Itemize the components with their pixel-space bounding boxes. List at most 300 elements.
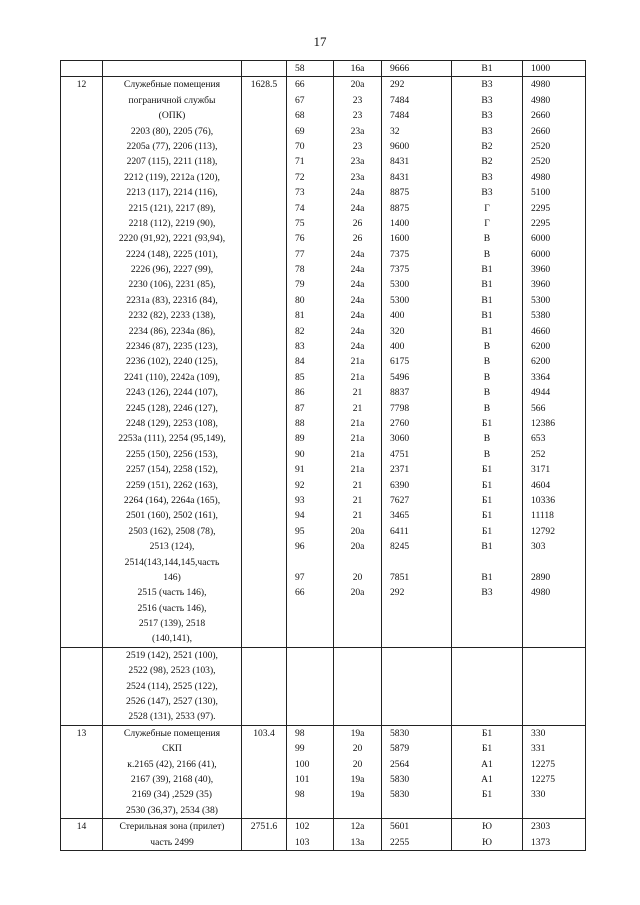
cell-text: 5496 xyxy=(390,371,410,383)
cell-text: 331 xyxy=(531,743,546,755)
cell-text: 4660 xyxy=(531,325,551,337)
cell-text: 1628.5 xyxy=(250,79,278,91)
cell-text: 24а xyxy=(350,202,365,214)
cell-text: 2205а (77), 2206 (113), xyxy=(126,140,218,152)
cell-text: 8837 xyxy=(390,387,410,399)
cell-text: B3 xyxy=(481,79,493,91)
cell-text: 3960 xyxy=(531,264,551,276)
cell-text: 7484 xyxy=(390,94,410,106)
cell-text: 97 xyxy=(295,571,305,583)
cell-text: 86 xyxy=(295,387,305,399)
cell-text: 76 xyxy=(295,233,305,245)
cell-text: 13 xyxy=(76,727,87,739)
cell-text: 2515 (часть 146), xyxy=(137,587,207,599)
column-e-cell xyxy=(452,819,523,851)
column-f-cell xyxy=(523,61,586,77)
cell-text: 3060 xyxy=(390,433,410,445)
cell-text: 4980 xyxy=(531,171,551,183)
cell-text: 2524 (114), 2525 (122), xyxy=(126,680,218,692)
cell-text: 58 xyxy=(295,63,305,74)
cell-text: 95 xyxy=(295,525,305,537)
cell-text: 2212 (119), 2212а (120), xyxy=(124,171,220,183)
cell-text: Б1 xyxy=(481,494,493,506)
point-number-cell xyxy=(287,61,334,77)
cell-text: 5300 xyxy=(531,294,551,306)
cell-text: 19а xyxy=(350,727,365,739)
cell-text: 12а xyxy=(350,821,365,833)
cell-text: 21 xyxy=(352,494,363,506)
cell-text: 5830 xyxy=(390,727,410,739)
cell-text: 67 xyxy=(295,94,305,106)
cell-text: 98 xyxy=(295,789,305,801)
area-cell xyxy=(242,647,287,725)
cell-text: 85 xyxy=(295,371,305,383)
cell-text: СКП xyxy=(162,743,182,755)
cell-text: 24а xyxy=(350,341,365,353)
cell-text: 5601 xyxy=(390,821,410,833)
cell-text: 2230 (106), 2231 (85), xyxy=(128,279,216,291)
cell-text: B xyxy=(483,248,491,260)
cell-text: 5300 xyxy=(390,294,410,306)
cell-text: 3171 xyxy=(531,464,551,476)
cell-text: (140,141), xyxy=(152,633,192,645)
cell-text: 2207 (115), 2211 (118), xyxy=(126,156,218,168)
cell-text: 2520 xyxy=(531,140,551,152)
row-number-cell xyxy=(61,77,103,647)
area-cell xyxy=(242,819,287,851)
cell-text: 2234 (86), 2234а (86), xyxy=(128,325,216,337)
cell-text: 79 xyxy=(295,279,305,291)
cell-text: 7375 xyxy=(390,248,410,260)
table-row-continuation xyxy=(61,61,586,77)
cell-text: 2660 xyxy=(531,125,551,137)
area-cell xyxy=(242,77,287,647)
cell-text: 6175 xyxy=(390,356,410,368)
cell-text: 12275 xyxy=(531,773,555,785)
cell-text: 12792 xyxy=(531,525,555,537)
cell-text: 7627 xyxy=(390,494,410,506)
cell-text: 20а xyxy=(350,79,365,91)
cell-text: 2519 (142), 2521 (100), xyxy=(126,649,218,661)
cell-text: 653 xyxy=(531,433,546,445)
cell-text: Г xyxy=(484,217,490,229)
cell-text: 14 xyxy=(76,821,87,833)
cell-text: B3 xyxy=(481,187,493,199)
cell-text: B1 xyxy=(481,541,493,553)
cell-text: B1 xyxy=(481,63,493,74)
cell-text: пограничной службы xyxy=(128,94,216,106)
point-number-cell xyxy=(287,647,334,725)
cell-text: 81 xyxy=(295,310,305,322)
section-row-14 xyxy=(61,819,586,851)
cell-text: 13а xyxy=(350,836,365,848)
cell-text: 74 xyxy=(295,202,305,214)
cell-text: 24а xyxy=(350,294,365,306)
cell-text: 4751 xyxy=(390,448,410,460)
cell-text: Ю xyxy=(482,836,492,848)
cell-text: 23а xyxy=(350,125,365,137)
cell-text: 2257 (154), 2258 (152), xyxy=(126,464,218,476)
cell-text: Б1 xyxy=(481,789,493,801)
cell-text: 102 xyxy=(295,821,310,833)
cell-text: 8245 xyxy=(390,541,410,553)
description-cell xyxy=(103,61,242,77)
cell-text: 320 xyxy=(390,325,405,337)
cell-text: 2259 (151), 2262 (163), xyxy=(126,479,218,491)
cell-text: 146) xyxy=(163,571,181,583)
cell-text: 3960 xyxy=(531,279,551,291)
cell-text: 88 xyxy=(295,417,305,429)
cell-text: 2213 (117), 2214 (116), xyxy=(126,187,218,199)
cell-text: 1600 xyxy=(390,233,410,245)
cell-text: 7375 xyxy=(390,264,410,276)
cell-text: B xyxy=(483,387,491,399)
cell-text: 5830 xyxy=(390,773,410,785)
cell-text: 2501 (160), 2502 (161), xyxy=(126,510,218,522)
cell-text: 2751.6 xyxy=(250,821,278,833)
cell-text: 330 xyxy=(531,727,546,739)
column-e-cell xyxy=(452,647,523,725)
cell-text: 400 xyxy=(390,310,405,322)
cell-text: B xyxy=(483,433,491,445)
cell-text: 2295 xyxy=(531,217,551,229)
cell-text: 400 xyxy=(390,341,405,353)
cell-text: 22346 (87), 2235 (123), xyxy=(126,341,218,353)
cell-text: 21а xyxy=(350,371,365,383)
cell-text: 20 xyxy=(352,758,363,770)
cell-text: 21а xyxy=(350,433,365,445)
cell-text: 6390 xyxy=(390,479,410,491)
section-row-13 xyxy=(61,725,586,818)
spacer xyxy=(452,555,522,570)
cell-text: 21а xyxy=(350,356,365,368)
cell-text: 2255 (150), 2256 (153), xyxy=(126,448,218,460)
cell-text: 2517 (139), 2518 xyxy=(138,618,206,630)
cell-text: 2503 (162), 2508 (78), xyxy=(128,525,216,537)
cell-text: Б1 xyxy=(481,743,493,755)
cell-text: B2 xyxy=(481,156,493,168)
cell-text: 98 xyxy=(295,727,305,739)
cell-text: B3 xyxy=(481,587,493,599)
column-f-cell xyxy=(523,725,586,818)
cell-text: к.2165 (42), 2166 (41), xyxy=(127,758,217,770)
row-number-cell xyxy=(61,647,103,725)
description-cell xyxy=(103,77,242,647)
cell-text: 4944 xyxy=(531,387,551,399)
cell-text: 2224 (148), 2225 (101), xyxy=(126,248,218,260)
cell-text: 2513 (124), xyxy=(149,541,195,553)
cell-text: 2514(143,144,145,часть xyxy=(124,556,220,568)
cell-text: 2218 (112), 2219 (90), xyxy=(128,217,216,229)
cell-text: 24а xyxy=(350,248,365,260)
cell-text: 32 xyxy=(390,125,400,137)
cell-text: B1 xyxy=(481,325,493,337)
description-cell xyxy=(103,819,242,851)
column-e-cell xyxy=(452,77,523,647)
cell-text: 2520 xyxy=(531,156,551,168)
cell-text: 3465 xyxy=(390,510,410,522)
cell-text: 4604 xyxy=(531,479,551,491)
cell-text: 2226 (96), 2227 (99), xyxy=(130,264,214,276)
cell-text: 72 xyxy=(295,171,305,183)
column-f-cell xyxy=(523,819,586,851)
cell-text: 66 xyxy=(295,587,305,599)
column-d-cell xyxy=(382,77,452,647)
cell-text: 20 xyxy=(352,743,363,755)
cell-text: 5300 xyxy=(390,279,410,291)
cell-text: 2526 (147), 2527 (130), xyxy=(126,696,218,708)
cell-text: B1 xyxy=(481,294,493,306)
cell-text: 71 xyxy=(295,156,305,168)
cell-text: 8431 xyxy=(390,156,410,168)
cell-text: B xyxy=(483,448,491,460)
cell-text: 77 xyxy=(295,248,305,260)
cell-text: 2255 xyxy=(390,836,410,848)
cell-text: 8431 xyxy=(390,171,410,183)
cell-text: 24а xyxy=(350,310,365,322)
cell-text: B3 xyxy=(481,94,493,106)
cell-text: 84 xyxy=(295,356,305,368)
cell-text: 2245 (128), 2246 (127), xyxy=(126,402,218,414)
cell-text: 90 xyxy=(295,448,305,460)
cell-text: 6000 xyxy=(531,233,551,245)
cell-text: 2295 xyxy=(531,202,551,214)
cell-text: 80 xyxy=(295,294,305,306)
cell-text: 6200 xyxy=(531,341,551,353)
cell-text: 19а xyxy=(350,789,365,801)
column-c-cell xyxy=(334,647,382,725)
cell-text: 2371 xyxy=(390,464,410,476)
description-cell xyxy=(103,725,242,818)
cell-text: 66 xyxy=(295,79,305,91)
row-number-cell xyxy=(61,819,103,851)
cell-text: 24а xyxy=(350,264,365,276)
cell-text: B3 xyxy=(481,171,493,183)
cell-text: Б1 xyxy=(481,417,493,429)
cell-text: 2530 (36,37), 2534 (38) xyxy=(126,804,218,816)
cell-text: 2248 (129), 2253 (108), xyxy=(126,417,218,429)
cell-text: 96 xyxy=(295,541,305,553)
cell-text: B1 xyxy=(481,264,493,276)
cell-text: 92 xyxy=(295,479,305,491)
cell-text: 91 xyxy=(295,464,305,476)
cell-text: 5380 xyxy=(531,310,551,322)
cell-text: 2243 (126), 2244 (107), xyxy=(126,387,218,399)
cell-text: 103 xyxy=(295,836,310,848)
cell-text: 5879 xyxy=(390,743,410,755)
column-d-cell xyxy=(382,725,452,818)
point-number-cell xyxy=(287,77,334,647)
cell-text: 23а xyxy=(350,156,365,168)
cell-text: 4980 xyxy=(531,79,551,91)
cell-text: 93 xyxy=(295,494,305,506)
cell-text: 2564 xyxy=(390,758,410,770)
cell-text: 21а xyxy=(350,464,365,476)
column-f-cell xyxy=(523,647,586,725)
cell-text: 2215 (121), 2217 (89), xyxy=(128,202,216,214)
cell-text: 69 xyxy=(295,125,305,137)
cell-text: 4980 xyxy=(531,587,551,599)
cell-text: 26 xyxy=(352,233,363,245)
cell-text: 83 xyxy=(295,341,305,353)
cell-text: 6000 xyxy=(531,248,551,260)
cell-text: 23 xyxy=(352,94,363,106)
cell-text: 12275 xyxy=(531,758,555,770)
cell-text: B xyxy=(483,341,491,353)
column-c-cell xyxy=(334,61,382,77)
cell-text: 19а xyxy=(350,773,365,785)
cell-text: 330 xyxy=(531,789,546,801)
cell-text: 2760 xyxy=(390,417,410,429)
cell-text: 23а xyxy=(350,171,365,183)
cell-text: 2522 (98), 2523 (103), xyxy=(128,665,216,677)
cell-text: B xyxy=(483,233,491,245)
cell-text: 6200 xyxy=(531,356,551,368)
area-cell xyxy=(242,725,287,818)
cell-text: 24а xyxy=(350,279,365,291)
spacer xyxy=(287,555,333,570)
cell-text: 21 xyxy=(352,402,363,414)
cell-text: 73 xyxy=(295,187,305,199)
cell-text: B xyxy=(483,371,491,383)
cell-text: 2236 (102), 2240 (125), xyxy=(126,356,218,368)
cell-text: A1 xyxy=(481,773,493,785)
row-number-cell xyxy=(61,61,103,77)
point-number-cell xyxy=(287,725,334,818)
cell-text: B1 xyxy=(481,310,493,322)
area-cell xyxy=(242,61,287,77)
cell-text: 8875 xyxy=(390,187,410,199)
cell-text: Ю xyxy=(482,821,492,833)
cell-text: B1 xyxy=(481,571,493,583)
description-cell xyxy=(103,647,242,725)
point-number-cell xyxy=(287,819,334,851)
cell-text: 89 xyxy=(295,433,305,445)
cell-text: 20 xyxy=(352,571,363,583)
cell-text: 24а xyxy=(350,325,365,337)
cell-text: 7851 xyxy=(390,571,410,583)
cell-text: Б1 xyxy=(481,464,493,476)
cell-text: 8875 xyxy=(390,202,410,214)
cell-text: 303 xyxy=(531,541,546,553)
cell-text: 2203 (80), 2205 (76), xyxy=(130,125,214,137)
cell-text: 101 xyxy=(295,773,310,785)
cell-text: 1000 xyxy=(531,63,551,74)
cell-text: 2660 xyxy=(531,110,551,122)
cell-text: 103.4 xyxy=(253,727,275,739)
data-table xyxy=(60,60,586,851)
cell-text: 12386 xyxy=(531,417,555,429)
column-c-cell xyxy=(334,725,382,818)
cell-text: 2232 (82), 2233 (138), xyxy=(128,310,216,322)
cell-text: 94 xyxy=(295,510,305,522)
cell-text: 1373 xyxy=(531,836,551,848)
cell-text: B1 xyxy=(481,279,493,291)
cell-text: 10336 xyxy=(531,494,555,506)
cell-text: 23 xyxy=(352,140,363,152)
cell-text: B3 xyxy=(481,110,493,122)
cell-text: 2516 (часть 146), xyxy=(137,602,207,614)
cell-text: Служебные помещения xyxy=(123,79,221,91)
cell-text: 70 xyxy=(295,140,305,152)
cell-text: 2169 (34) ,2529 (35) xyxy=(132,789,212,801)
cell-text: 2528 (131), 2533 (97). xyxy=(128,711,216,723)
cell-text: 21 xyxy=(352,387,363,399)
column-d-cell xyxy=(382,647,452,725)
section-row-12 xyxy=(61,77,586,647)
cell-text: Б1 xyxy=(481,525,493,537)
cell-text: (ОПК) xyxy=(158,110,186,122)
cell-text: Стерильная зона (прилет) xyxy=(119,821,225,833)
cell-text: 2890 xyxy=(531,571,551,583)
cell-text: 12 xyxy=(76,79,87,91)
column-c-cell xyxy=(334,819,382,851)
cell-text: 20а xyxy=(350,525,365,537)
spacer xyxy=(382,555,451,570)
cell-text: 99 xyxy=(295,743,305,755)
cell-text: 566 xyxy=(531,402,546,414)
cell-text: 21а xyxy=(350,448,365,460)
cell-text: 87 xyxy=(295,402,305,414)
cell-text: 292 xyxy=(390,79,405,91)
cell-text: 5830 xyxy=(390,789,410,801)
column-d-cell xyxy=(382,61,452,77)
cell-text: 9666 xyxy=(390,63,410,74)
cell-text: 24а xyxy=(350,187,365,199)
column-f-cell xyxy=(523,77,586,647)
cell-text: B xyxy=(483,356,491,368)
cell-text: 21 xyxy=(352,510,363,522)
cell-text: 100 xyxy=(295,758,310,770)
cell-text: 75 xyxy=(295,217,305,229)
cell-text: 11118 xyxy=(531,510,554,522)
column-e-cell xyxy=(452,725,523,818)
cell-text: 2241 (110), 2242а (109), xyxy=(124,371,220,383)
cell-text: 9600 xyxy=(390,140,410,152)
row-number-cell xyxy=(61,725,103,818)
section-row-12-continuation xyxy=(61,647,586,725)
cell-text: 21 xyxy=(352,479,363,491)
cell-text: Г xyxy=(484,202,490,214)
cell-text: 68 xyxy=(295,110,305,122)
cell-text: B3 xyxy=(481,125,493,137)
cell-text: 5100 xyxy=(531,187,551,199)
cell-text: 252 xyxy=(531,448,546,460)
page-number: 17 xyxy=(313,34,327,49)
cell-text: 2231а (83), 2231б (84), xyxy=(126,294,218,306)
cell-text: 2167 (39), 2168 (40), xyxy=(130,773,214,785)
cell-text: 2253а (111), 2254 (95,149), xyxy=(118,433,226,445)
cell-text: 23 xyxy=(352,110,363,122)
cell-text: A1 xyxy=(481,758,493,770)
cell-text: 2303 xyxy=(531,821,551,833)
cell-text: 292 xyxy=(390,587,405,599)
cell-text: Б1 xyxy=(481,479,493,491)
cell-text: 20а xyxy=(350,587,365,599)
cell-text: 26 xyxy=(352,217,363,229)
cell-text: 82 xyxy=(295,325,305,337)
cell-text: часть 2499 xyxy=(150,836,194,848)
column-c-cell xyxy=(334,77,382,647)
cell-text: 3364 xyxy=(531,371,551,383)
column-d-cell xyxy=(382,819,452,851)
cell-text: 2264 (164), 2264а (165), xyxy=(123,494,221,506)
cell-text: Б1 xyxy=(481,727,493,739)
cell-text: 78 xyxy=(295,264,305,276)
cell-text: 7798 xyxy=(390,402,410,414)
cell-text: Служебные помещения xyxy=(123,727,221,739)
cell-text: 1400 xyxy=(390,217,410,229)
